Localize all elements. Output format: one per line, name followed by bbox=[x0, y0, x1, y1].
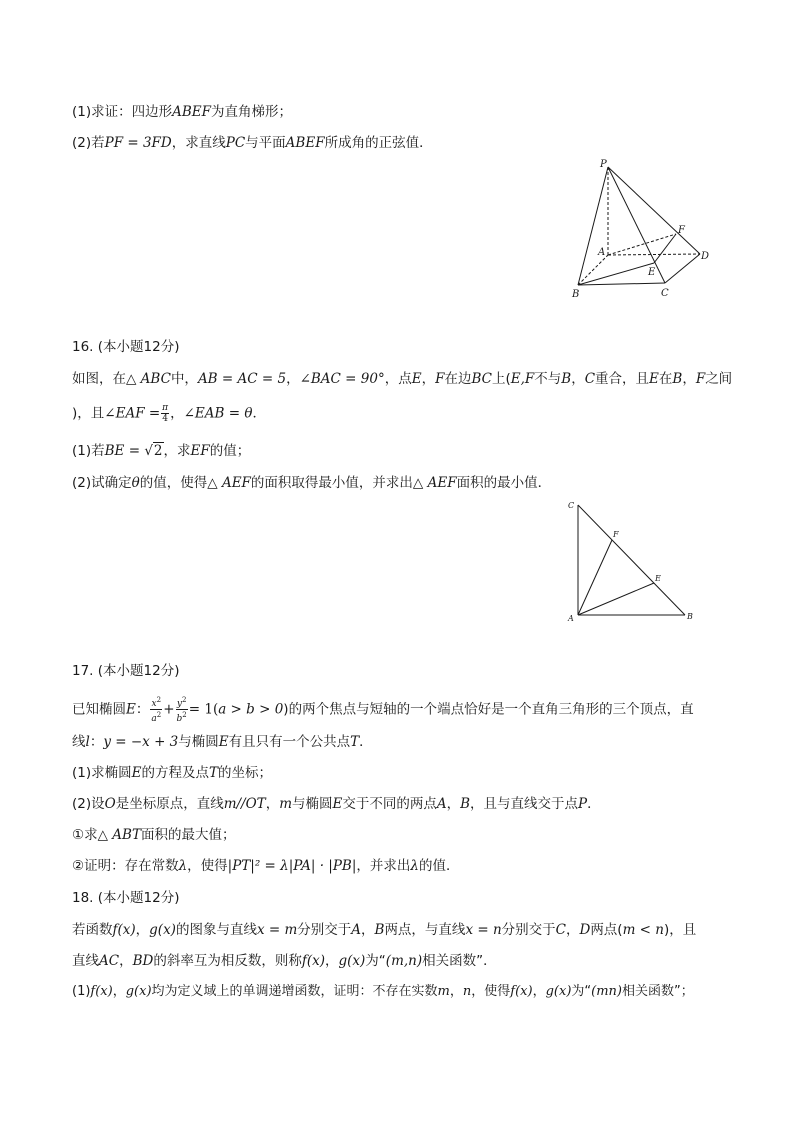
p17-line1: 已知椭圆E： $\frac{x^2}{a^2}$ + $\frac{y^2}{b^2}$ = 1(a > b > 0)的两个焦点与短轴的一个端点恰好是一个直角三角形的三个顶点，直 bbox=[72, 696, 694, 724]
p15-label-d: D bbox=[701, 251, 710, 262]
p18-line2: 直线AC，BD的斜率互为相反数，则称f(x)，g(x)为“(m,n)相关函数”． bbox=[72, 953, 497, 969]
x2-over-a2-fraction: $\frac{x^2}{a^2}$ bbox=[151, 696, 162, 724]
p15-label-a: A bbox=[598, 247, 606, 258]
p17-line2: 线l：y = −x + 3与椭圆E有且只有一个公共点T． bbox=[72, 734, 373, 750]
p16-line2: )，且∠EAF = $\frac{\pi}{4}$ ，∠EAB = θ． bbox=[72, 403, 266, 424]
p15-part2: (2)若PF = 3FD，求直线PC与平面ABEF所成角的正弦值． bbox=[72, 135, 433, 151]
p17-part1: (1)求椭圆E的方程及点T的坐标； bbox=[72, 765, 272, 781]
pi-over-4-fraction: $\frac{\pi}{4}$ bbox=[162, 403, 169, 424]
p15-label-b: B bbox=[572, 289, 580, 300]
p18-header: 18. (本小题12分) bbox=[72, 890, 180, 906]
p15-label-c: C bbox=[661, 288, 669, 299]
p18-part1: (1)f(x)，g(x)均为定义域上的单调递增函数，证明：不存在实数m，n，使得f(x)，g(x)为“(mn)相关函数”； bbox=[72, 984, 694, 999]
p15-part1: (1)求证：四边形ABEF为直角梯形； bbox=[72, 104, 293, 120]
p17-part2: (2)设O是坐标原点，直线m//OT，m与椭圆E交于不同的两点A，B，且与直线交于点P． bbox=[72, 796, 601, 812]
p17-sub2: ②证明：存在常数λ，使得|PT|² = λ|PA| · |PB|，并求出λ的值． bbox=[72, 858, 460, 874]
p16-line1: 如图，在△ ABC中，AB = AC = 5，∠BAC = 90°，点E，F在边BC上(E,F不与B，C重合，且E在B，F之间 bbox=[72, 371, 733, 387]
p16-part2: (2)试确定θ的值，使得△ AEF的面积取得最小值，并求出△ AEF面积的最小值． bbox=[72, 475, 552, 491]
p16-part1: (1)若BE = √2，求EF的值； bbox=[72, 443, 251, 459]
p15-label-e: E bbox=[648, 267, 656, 278]
p15-label-f: F bbox=[678, 225, 685, 236]
p16-label-a: A bbox=[568, 614, 574, 623]
sqrt-2: √2 bbox=[144, 443, 163, 459]
p17-sub1: ①求△ ABT面积的最大值； bbox=[72, 827, 236, 843]
p16-label-e: E bbox=[655, 574, 661, 583]
p16-label-b: B bbox=[687, 612, 693, 621]
p15-label-p: P bbox=[600, 159, 607, 170]
p16-header: 16. (本小题12分) bbox=[72, 339, 180, 355]
p15-pyramid-figure bbox=[560, 155, 720, 305]
p18-line1: 若函数f(x)，g(x)的图象与直线x = m分别交于A，B两点，与直线x = n分别交于C，D两点(m < n)，且 bbox=[72, 922, 697, 938]
p16-triangle-figure bbox=[560, 495, 710, 630]
p17-header: 17. (本小题12分) bbox=[72, 663, 180, 679]
p16-label-c: C bbox=[568, 501, 575, 510]
p16-label-f: F bbox=[613, 530, 619, 539]
y2-over-b2-fraction: $\frac{y^2}{b^2}$ bbox=[176, 696, 187, 724]
